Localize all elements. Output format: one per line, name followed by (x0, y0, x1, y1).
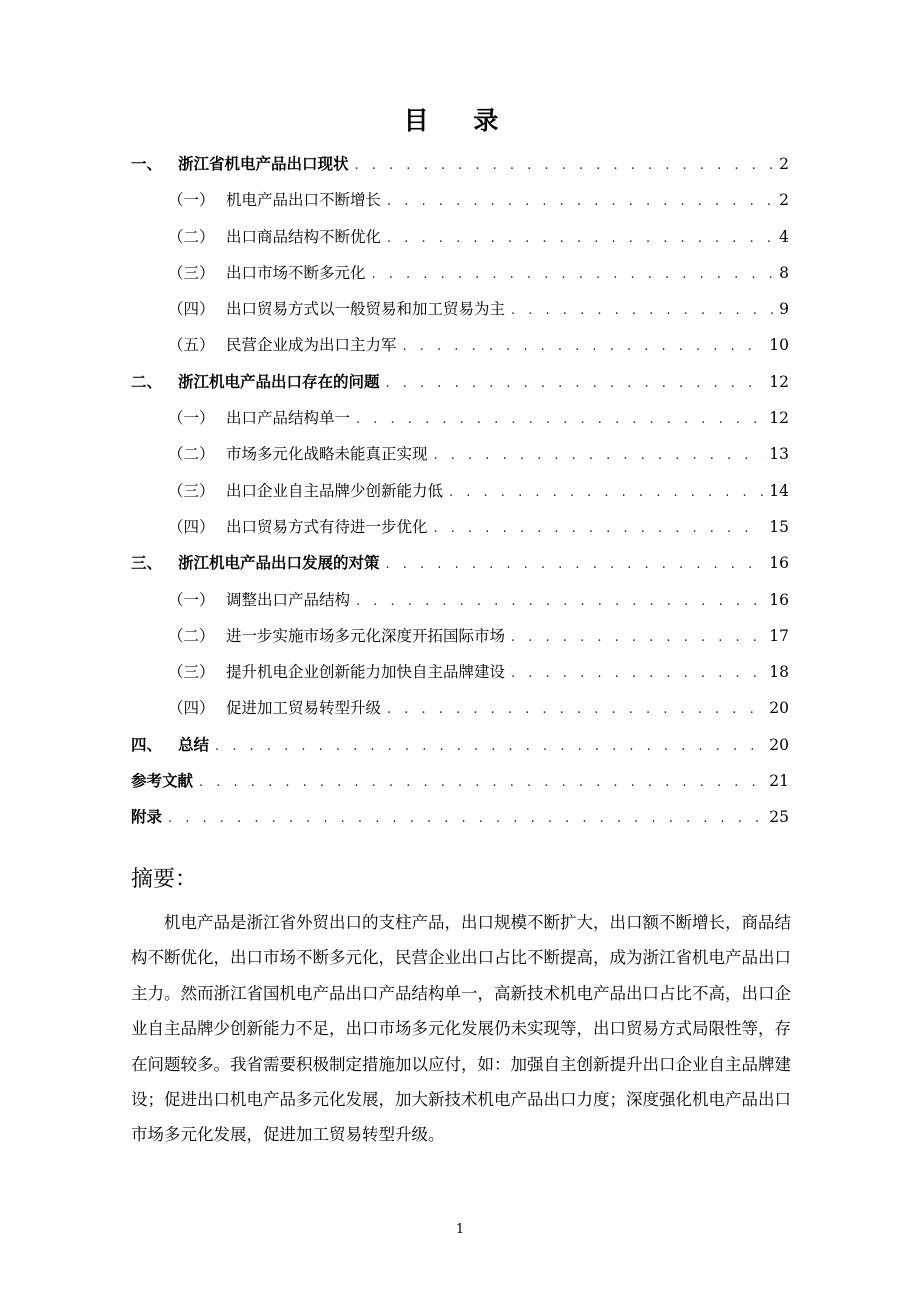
toc-entry-page: 20 (769, 735, 789, 754)
toc-dot-leader (168, 801, 763, 837)
toc-entry[interactable] (131, 582, 789, 618)
toc-entry-page: 25 (769, 808, 789, 827)
toc-entry-page: 15 (769, 517, 789, 536)
toc-dot-leader (356, 402, 763, 438)
toc-entry-page: 17 (769, 626, 789, 645)
toc-entry-title: 出口市场不断多元化 (226, 263, 366, 282)
toc-dot-leader (372, 257, 774, 293)
toc-dot-leader (387, 221, 773, 257)
toc-entry-number: 一、 (131, 154, 163, 173)
toc-entry-number: （二） (168, 227, 215, 246)
toc-entry-title: 出口产品结构单一 (226, 409, 351, 428)
toc-entry[interactable] (131, 291, 789, 327)
toc-entry[interactable] (131, 799, 789, 835)
toc-dot-leader (386, 366, 764, 402)
toc-entry-page: 21 (769, 772, 789, 791)
toc-entry-page: 13 (769, 445, 789, 464)
toc-entry-title: 浙江省机电产品出口现状 (178, 154, 349, 173)
toc-entry-number: （二） (168, 626, 215, 645)
toc-entry[interactable] (131, 327, 789, 363)
toc-entry-number: （五） (168, 336, 215, 355)
toc-entry-number: （三） (168, 481, 215, 500)
toc-entry-page: 12 (769, 409, 789, 428)
toc-dot-leader (215, 729, 763, 765)
toc-dot-leader (386, 547, 764, 583)
toc-dot-leader (387, 692, 763, 728)
page-number: 1 (455, 1222, 465, 1237)
toc-entry-page: 8 (779, 263, 789, 282)
toc-entry[interactable] (131, 219, 789, 255)
toc-entry[interactable] (131, 400, 789, 436)
toc-entry-title: 提升机电企业创新能力加快自主品牌建设 (226, 663, 506, 682)
toc-entry-number: 二、 (131, 371, 163, 391)
toc-entry[interactable] (131, 255, 789, 291)
toc-entry-number: （三） (168, 263, 215, 282)
toc-entry-title: 出口企业自主品牌少创新能力低 (226, 481, 444, 500)
toc-entry-title: 促进加工贸易转型升级 (226, 699, 382, 718)
table-of-contents (131, 146, 789, 836)
toc-entry-title: 参考文献 (131, 771, 194, 791)
toc-dot-leader (434, 511, 764, 547)
toc-entry-number: （一） (168, 409, 215, 428)
toc-title: 目 录 (403, 106, 517, 135)
toc-entry-title: 总结 (178, 734, 210, 754)
toc-entry[interactable] (131, 364, 789, 400)
toc-dot-leader (511, 656, 763, 692)
toc-entry[interactable] (131, 690, 789, 726)
toc-entry[interactable] (131, 727, 789, 763)
toc-entry[interactable] (131, 182, 789, 218)
toc-entry-page: 4 (779, 227, 789, 246)
toc-entry-title: 浙江机电产品出口发展的对策 (178, 553, 380, 573)
toc-entry-number: 三、 (131, 553, 163, 573)
toc-entry-page: 12 (769, 372, 789, 391)
toc-entry-number: （四） (168, 300, 215, 319)
toc-dot-leader (449, 475, 763, 511)
toc-entry-number: 四、 (131, 734, 163, 754)
toc-entry-page: 16 (769, 590, 789, 609)
toc-dot-leader (356, 584, 763, 620)
toc-entry-page: 18 (769, 663, 789, 682)
toc-dot-leader (403, 329, 764, 365)
toc-dot-leader (199, 765, 763, 801)
toc-entry[interactable] (131, 654, 789, 690)
toc-entry-number: （三） (168, 663, 215, 682)
toc-entry-title: 进一步实施市场多元化深度开拓国际市场 (226, 626, 506, 645)
toc-entry-title: 民营企业成为出口主力军 (226, 336, 397, 355)
toc-entry-title: 出口贸易方式有待进一步优化 (226, 517, 428, 536)
toc-dot-leader (355, 148, 774, 184)
toc-entry[interactable] (131, 473, 789, 509)
toc-entry-number: （二） (168, 445, 215, 464)
toc-dot-leader (511, 620, 763, 656)
toc-entry-page: 14 (769, 481, 789, 500)
toc-entry-number: （一） (168, 191, 215, 210)
toc-entry[interactable] (131, 763, 789, 799)
toc-entry[interactable] (131, 146, 789, 182)
toc-entry-page: 2 (779, 155, 789, 173)
toc-entry-page: 20 (769, 699, 789, 718)
toc-entry[interactable] (131, 509, 789, 545)
toc-entry[interactable] (131, 618, 789, 654)
abstract-body: 机电产品是浙江省外贸出口的支柱产品，出口规模不断扩大，出口额不断增长，商品结构不断优化，出口市场不断多元化，民营企业出口占比不断提高，成为浙江省机电产品出口主力。然而浙江省国机电产品出口产品结构单一，高新技术机电产品出口占比不高，出口企业自主品牌少创新能力不足，出口市场多元化发展仍未实现等，出口贸易方式局限性等，存在问题较多。我省需要积极制定措施加以应付，如：加强自主创新提升出口企业自主品牌建设；促进出口机电产品多元化发展，加大新技术机电产品出口力度；深度强化机电产品出口市场多元化发展，促进加工贸易转型升级。 (131, 913, 791, 1145)
toc-entry[interactable] (131, 545, 789, 581)
toc-entry-page: 9 (779, 300, 789, 319)
toc-dot-leader (387, 184, 773, 220)
toc-entry-title: 出口商品结构不断优化 (226, 227, 382, 246)
abstract-heading: 摘要： (131, 867, 198, 892)
toc-entry-title: 浙江机电产品出口存在的问题 (178, 371, 380, 391)
toc-entry-page: 10 (769, 336, 789, 355)
toc-entry-title: 调整出口产品结构 (226, 590, 351, 609)
toc-dot-leader (511, 293, 773, 329)
toc-entry-number: （四） (168, 517, 215, 536)
toc-entry-number: （一） (168, 590, 215, 609)
toc-entry-page: 2 (779, 191, 789, 210)
toc-entry-title: 附录 (131, 807, 163, 827)
toc-entry-page: 16 (769, 554, 789, 573)
toc-entry-title: 出口贸易方式以一般贸易和加工贸易为主 (226, 300, 506, 319)
toc-entry-number: （四） (168, 699, 215, 718)
toc-entry-title: 机电产品出口不断增长 (226, 191, 382, 210)
toc-entry[interactable] (131, 436, 789, 472)
toc-entry-title: 市场多元化战略未能真正实现 (226, 445, 428, 464)
toc-dot-leader (434, 438, 764, 474)
